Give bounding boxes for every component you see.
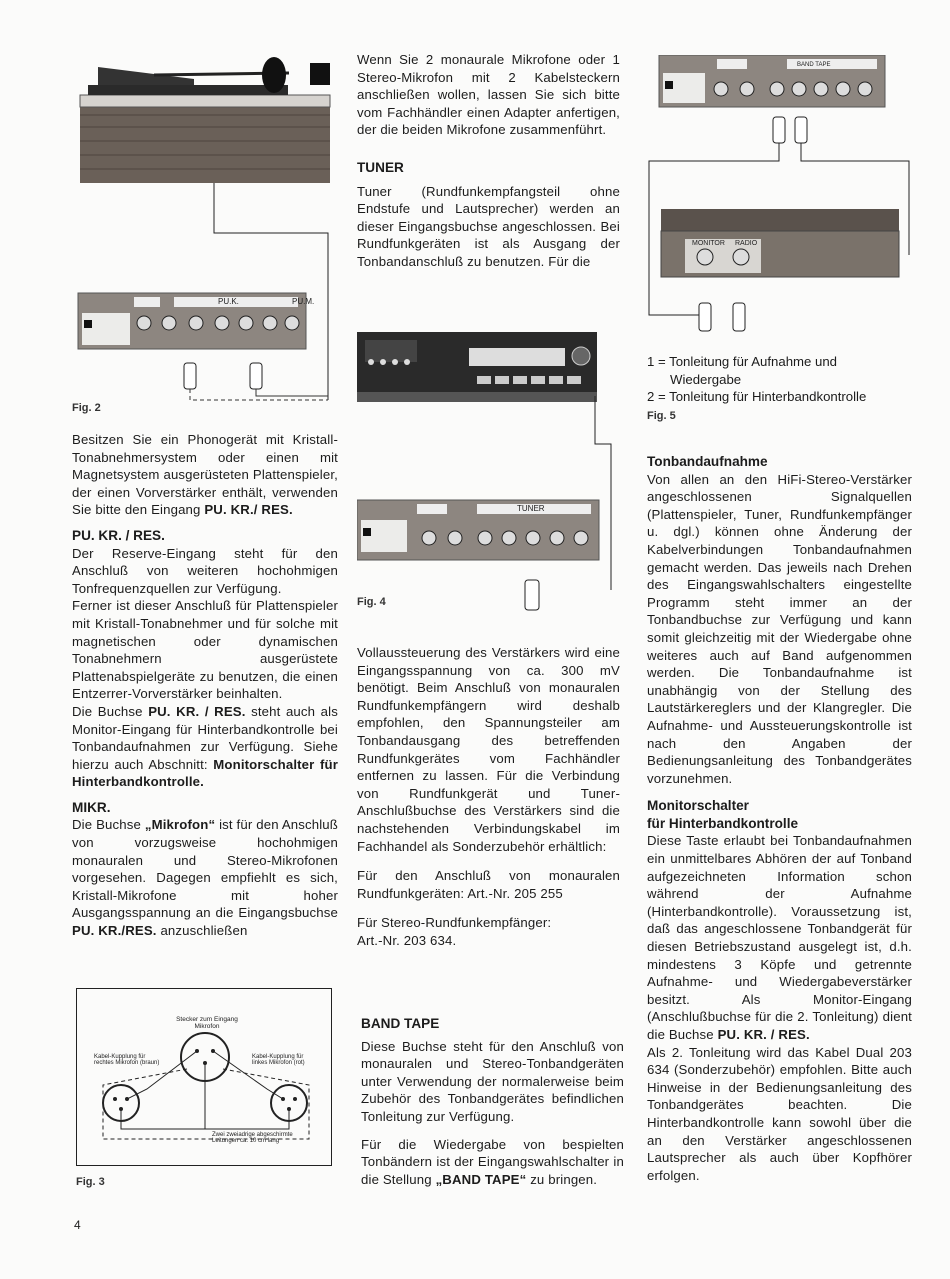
fig5-caption: Fig. 5 [647, 409, 676, 422]
fig5-legend-2: 2 = Tonleitung für Hinterbandkontrolle [647, 389, 867, 405]
tape-recording-heading: Tonbandaufnahme [647, 454, 768, 469]
fig3-caption: Fig. 3 [76, 1176, 105, 1188]
fig5-legend-1: 1 = Tonleitung für Aufnahme und Wiedergabe [647, 354, 838, 387]
fig3-label-bottom: Zwei zweiadrige abgeschirmte Leitungen ca. 10 cm lang [212, 1132, 293, 1144]
fig5-label-radio: RADIO [735, 240, 758, 247]
tuner-heading: TUNER [357, 159, 404, 175]
monitor-heading-2: für Hinterbandkontrolle [647, 815, 799, 831]
fig3-label-right: Kabel-Kupplung für linkes Mikrofon (rot) [252, 1054, 305, 1066]
fig5-label-band: BAND TAPE [797, 62, 831, 68]
fig4-caption: Fig. 4 [357, 596, 386, 608]
monitor-heading-1: Monitorschalter [647, 798, 749, 814]
stereo-cable-text-2: Art.-Nr. 203 634. [357, 932, 457, 948]
fig2-caption: Fig. 2 [72, 402, 101, 414]
fig4-label-tuner: TUNER [517, 504, 545, 513]
monitor-text-1: Diese Taste erlaubt bei Tonbandaufnahmen ein unmittelbares Abhören der auf Tonband aufgezeichneten Information schon während der Aufnahme (Hinterbandkontrolle). Voraussetzung ist, daß das angeschlossene Tonbandgerät für diesen Betriebszustand ausgelegt ist, d.h. mindestens 3 Köpfe und getrennte Aufnahme- und Wiedergabeverstärker besitzt. Als Monitor-Eingang (Anschlußbuchse für die 2. Tonleitung) dient die Buchse PU. KR. / RES. [647, 833, 912, 1042]
fig4-illustration [357, 332, 619, 622]
pu-text-1: Der Reserve-Eingang steht für den Anschluß von weiteren hochohmigen Tonfrequenzquellen zur Verfügung. [72, 545, 338, 596]
column-middle [357, 0, 624, 1279]
mikr-text: Die Buchse „Mikrofon“ ist für den Anschluß von vorzugsweise hochohmigen monauralen und Stereo-Mikrofonen vorgesehen. Dagegen empfiehlt es sich, Kristall-Mikrofone mit hoher Ausgangsspannung an die Eingangsbuchse PU. KR./RES. anzuschließen [72, 817, 338, 939]
mikr-heading: MIKR. [72, 799, 111, 815]
mikro-adapter-text: Wenn Sie 2 monaurale Mikrofone oder 1 Stereo-Mikrofon mit 2 Kabelsteckern anschließen wollen, lassen Sie sich bitte vom Fachhändler einen Adapter anfertigen, der die beiden Mikrofone zusammenführt. [357, 52, 620, 138]
column-left [72, 0, 338, 1279]
fig5-illustration [647, 55, 912, 345]
pu-text-2: Ferner ist dieser Anschluß für Plattenspieler mit Kristall-Tonabnehmer und für solche mit magnetischen oder dynamischen Tonabnehmern ausgerüstete Plattenabspielgeräte zu benutzen, die einen Entzerrer-Vorverstärker beinhalten. [72, 598, 338, 702]
tuner-text: Tuner (Rundfunkempfangsteil ohne Endstufe und Lautsprecher) werden an dieser Eingangsbuchse angeschlossen. Bei Rundfunkgeräten ist als Ausgang der Tonbandanschluß zu benutzen. Für die [357, 183, 620, 269]
page-number: 4 [74, 1218, 81, 1232]
fig3-label-top: Stecker zum Eingang Mikrofon [176, 1016, 238, 1030]
tuner-text-2: Vollaussteuerung des Verstärkers wird eine Eingangsspannung von ca. 300 mV benötigt. Beim Anschluß von monauralen Rundfunkempfängern wird deshalb empfohlen, den Spannungsteiler am Tonbandausgang des betreffenden Rundfunkgerätes vom Fachhändler entfernen zu lassen. Für die Verbindung von Rundfunkgerät und Tuner-Anschlußbuchse des Verstärkers sind die nachstehenden Verbindungskabel im Fachhandel als Sonderzubehör erhältlich: [357, 645, 620, 854]
band-tape-heading: BAND TAPE [361, 1016, 440, 1031]
pu-heading: PU. KR. / RES. [72, 527, 165, 543]
pu-text-3: Die Buchse PU. KR. / RES. steht auch als Monitor-Eingang für Hinterbandkontrolle bei Tonbandaufnahmen zur Verfügung. Siehe hierzu auch Abschnitt: Monitorschalter für Hinterbandkontrolle. [72, 703, 339, 790]
band-tape-text-2: Für die Wiedergabe von bespielten Tonbändern ist der Eingangswahlschalter in die Stellung „BAND TAPE“ zu bringen. [361, 1136, 624, 1187]
stereo-cable-text-1: Für Stereo-Rundfunkempfänger: [357, 915, 552, 931]
fig2-label-pum: PU.M. [292, 297, 315, 306]
intro-paragraph: Besitzen Sie ein Phonogerät mit Kristall-Tonabnehmersystem oder einen mit Magnetsystem ausgerüsteten Plattenspieler, der einen Vorverstärker enthält, verwenden Sie bitte den Eingang PU. KR./ RES. [72, 432, 338, 518]
column-right [647, 0, 912, 1279]
fig2-label-puk: PU.K. [218, 297, 239, 306]
monitor-text-2: Als 2. Tonleitung wird das Kabel Dual 203 634 (Sonderzubehör) empfohlen. Bitte auch Hinweise in der Bedienungsanleitung des Tonbandgerätes beachten. Die Hinterbandkontrolle kann sowohl über die an den Verstärker angeschlossenen Lautsprecher als auch über Kopfhörer erfolgen. [647, 1044, 912, 1183]
band-tape-text-1: Diese Buchse steht für den Anschluß von monauralen und Stereo-Tonbandgeräten unter Verwendung der normalerweise beim Zubehör des Tonbandgerätes befindlichen Tonleitung zur Verfügung. [361, 1038, 624, 1124]
fig3-label-left: Kabel-Kupplung für rechtes Mikrofon (braun) [94, 1054, 160, 1066]
fig5-label-monitor: MONITOR [692, 240, 725, 247]
mono-cable-text: Für den Anschluß von monauralen Rundfunkgeräten: Art.-Nr. 205 255 [357, 868, 620, 901]
fig2-illustration [74, 55, 336, 407]
tape-recording-text: Von allen an den HiFi-Stereo-Verstärker angeschlossenen Signalquellen (Plattenspieler, Tuner, Rundfunkempfänger u. dgl.) können ohne Änderung der Kabelverbindungen Tonbandaufnahmen gemacht werden. Das jeweils nach Drehen des Eingangswahlschalters eingestellte Programm steht immer an der Tonbandbuchse zur Verfügung und kann somit gleichzeitig mit der Wiedergabe ohne weiteres auch auf Band aufgenommen werden. Die Tonbandaufnahme ist unabhängig von der Stellung des Lautstärkereglers und der Klangregler. Die Aufnahme- und Aussteuerungskontrolle ist nach den Angaben der Bedienungsanleitung des Tonbandgerätes vorzunehmen. [647, 471, 912, 786]
